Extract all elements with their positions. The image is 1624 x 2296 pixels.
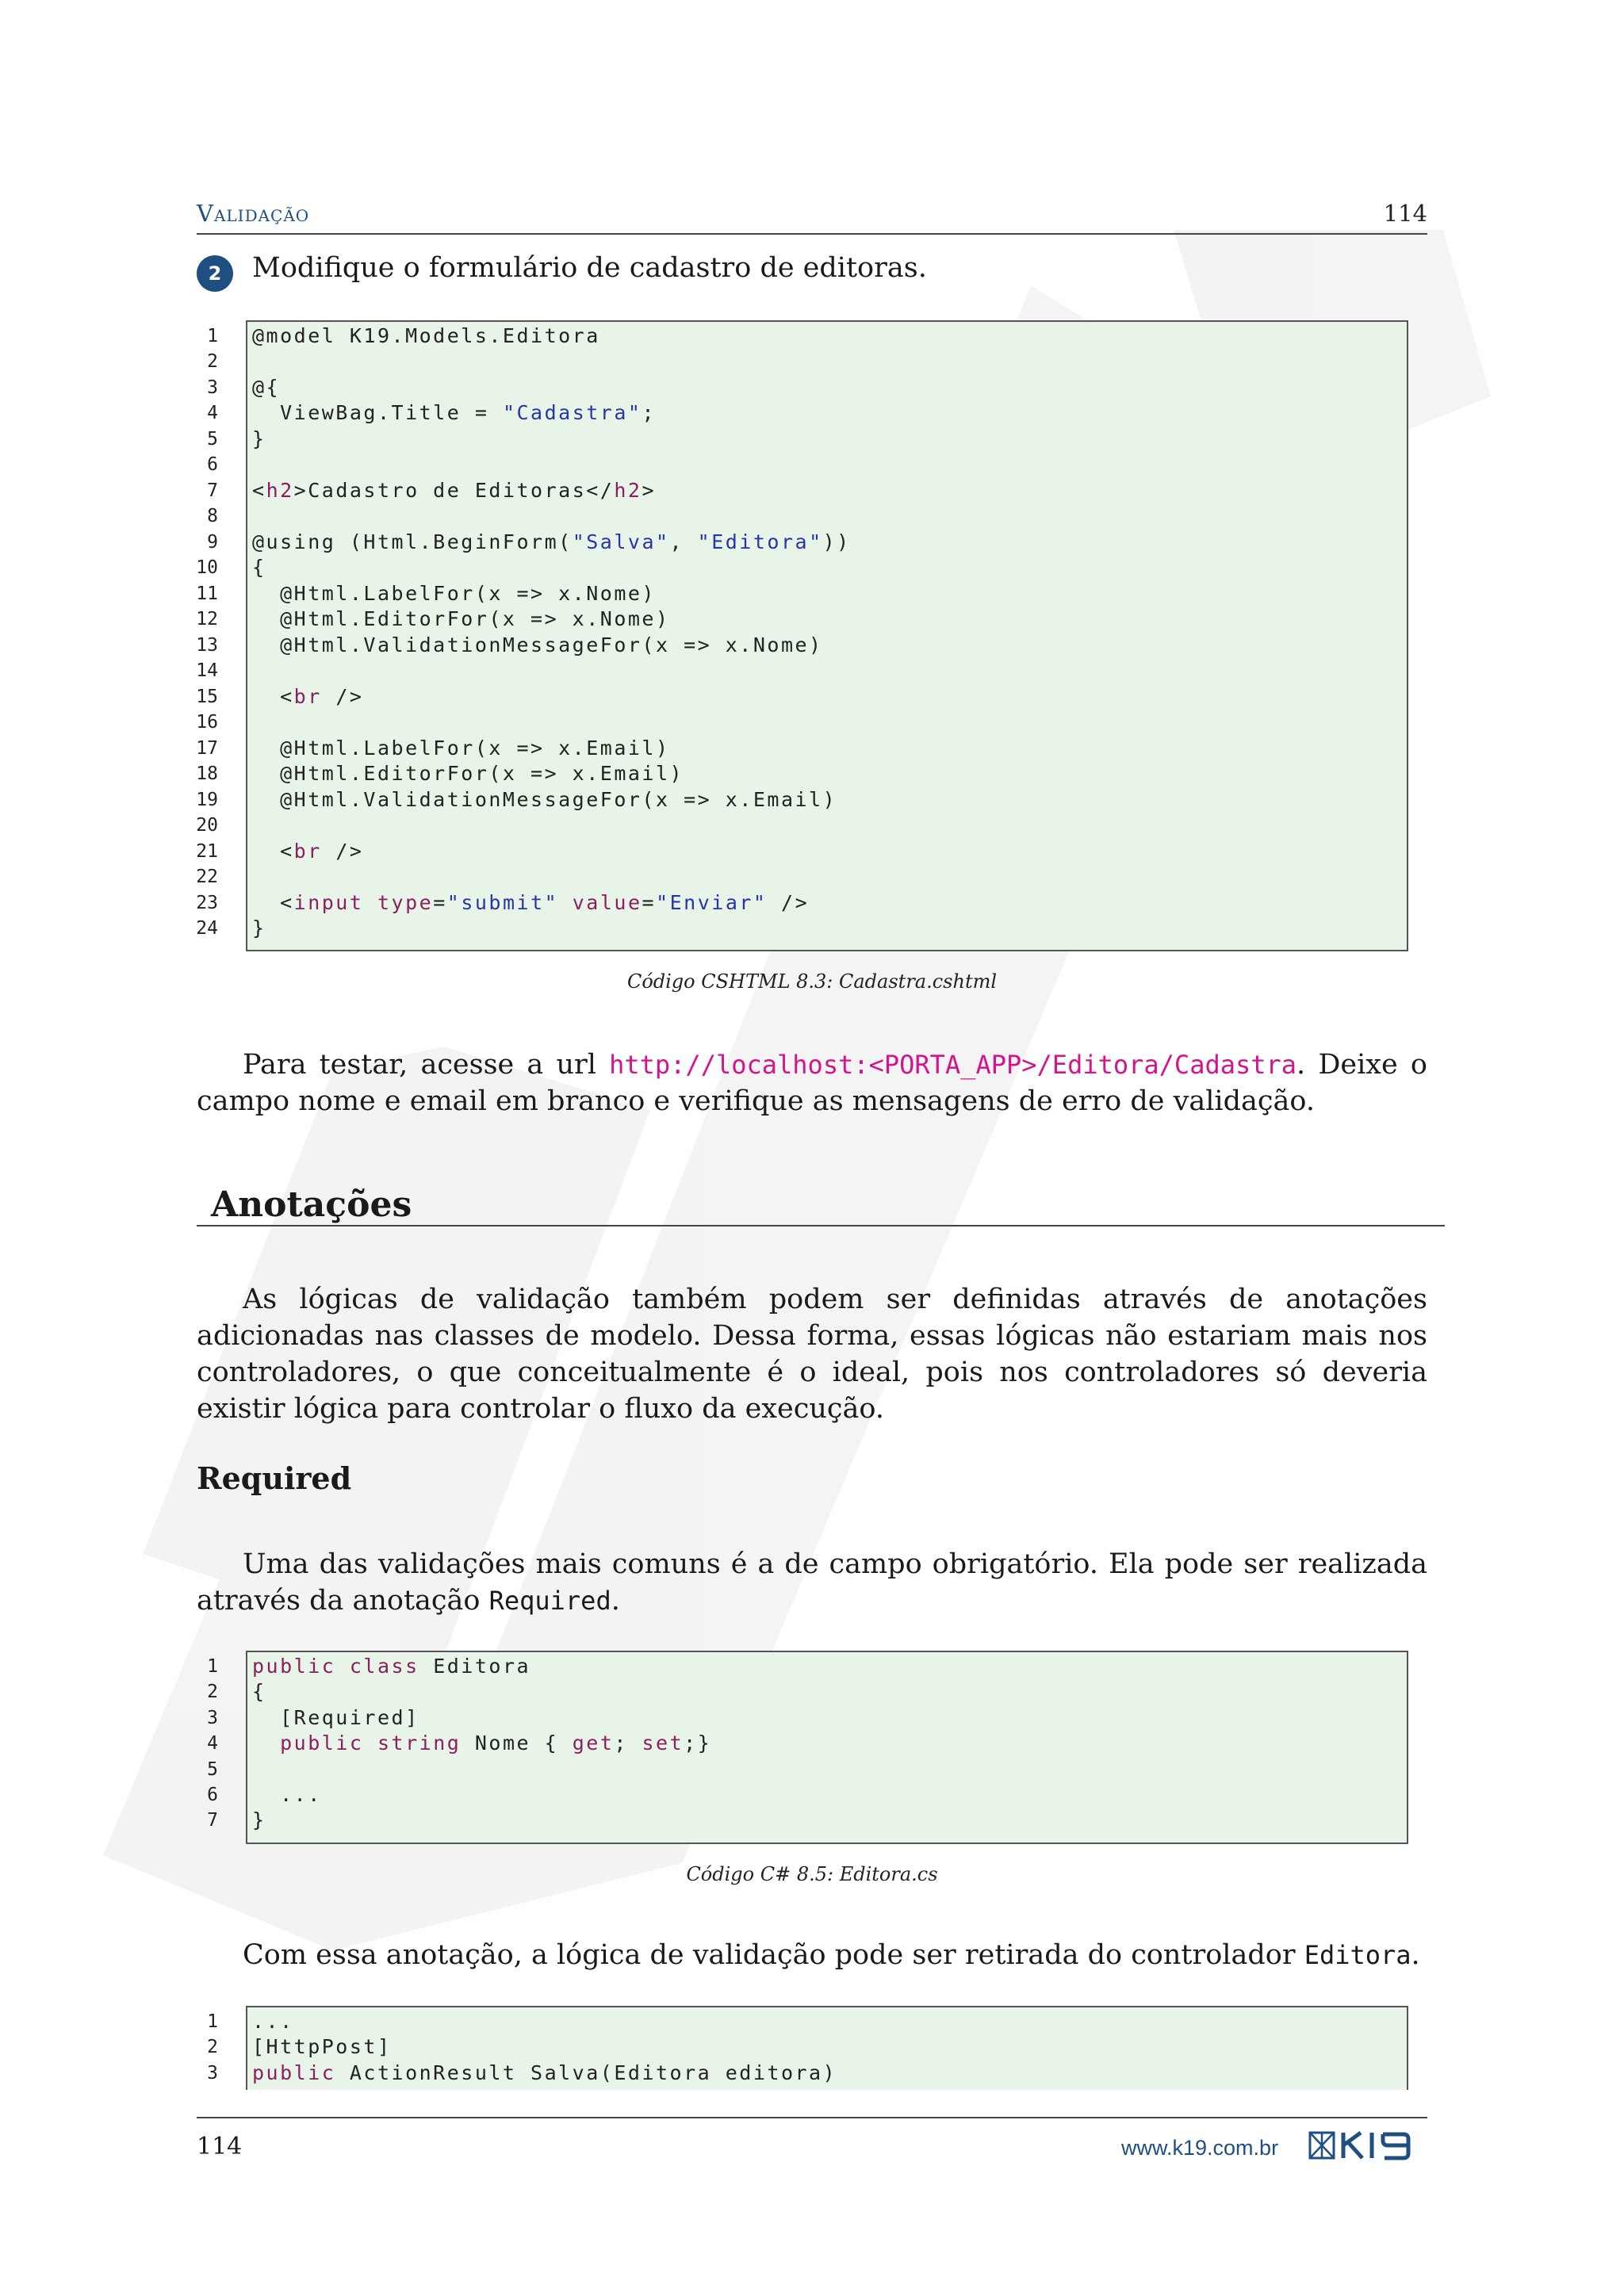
line-number: 6 bbox=[207, 454, 218, 475]
line-number: 24 bbox=[196, 918, 218, 939]
code-line: @{ bbox=[252, 376, 281, 399]
step-text: Modifique o formulário de cadastro de editoras. bbox=[252, 252, 927, 284]
code-line: @Html.EditorFor(x => x.Nome) bbox=[252, 607, 670, 630]
paragraph-controller bbox=[197, 1937, 1427, 1973]
code-line: [Required] bbox=[252, 1706, 419, 1729]
line-number: 20 bbox=[196, 815, 218, 836]
line-number: 7 bbox=[207, 1810, 218, 1831]
paragraph-text: . bbox=[1411, 1939, 1420, 1971]
line-number: 7 bbox=[207, 480, 218, 501]
line-number: 6 bbox=[207, 1785, 218, 1805]
inline-code: Required bbox=[488, 1586, 611, 1616]
footer-rule bbox=[197, 2117, 1427, 2118]
k19-logo bbox=[1308, 2130, 1429, 2161]
subsection-title: Required bbox=[197, 1460, 352, 1496]
code-line: <h2>Cadastro de Editoras</h2> bbox=[252, 479, 657, 502]
code-line: public ActionResult Salva(Editora editora) bbox=[252, 2061, 837, 2084]
code-line: } bbox=[252, 1808, 266, 1831]
line-number: 17 bbox=[196, 738, 218, 759]
code-line: <br /> bbox=[252, 685, 364, 708]
code-line: } bbox=[252, 916, 266, 939]
line-number: 3 bbox=[207, 2063, 218, 2084]
paragraph-text: Para testar, acesse a url bbox=[243, 1049, 610, 1081]
line-number: 4 bbox=[207, 1733, 218, 1754]
code-line: @model K19.Models.Editora bbox=[252, 324, 600, 347]
line-number: 1 bbox=[207, 326, 218, 346]
code-line: @Html.LabelFor(x => x.Email) bbox=[252, 737, 670, 760]
code-line: public string Nome { get; set;} bbox=[280, 1732, 712, 1755]
code-line: { bbox=[252, 556, 266, 579]
code-line: <input type="submit" value="Enviar" /> bbox=[252, 891, 810, 914]
code-line: @using (Html.BeginForm("Salva", "Editora")) bbox=[252, 530, 851, 553]
paragraph-text: Com essa anotação, a lógica de validação pode ser retirada do controlador bbox=[243, 1939, 1304, 1971]
code-caption-csharp: Código C# 8.5: Editora.cs bbox=[686, 1863, 938, 1885]
running-head-page: 114 bbox=[1383, 200, 1427, 227]
code-line: ViewBag.Title = "Cadastra"; bbox=[252, 401, 657, 424]
line-number: 1 bbox=[207, 1656, 218, 1677]
code-line: ... bbox=[252, 1783, 322, 1806]
line-number: 21 bbox=[196, 841, 218, 862]
header-rule bbox=[197, 233, 1427, 235]
line-number: 1 bbox=[207, 2011, 218, 2032]
step-number-badge: 2 bbox=[197, 255, 233, 292]
line-number: 4 bbox=[207, 403, 218, 423]
line-number: 11 bbox=[196, 584, 218, 604]
code-line: ... bbox=[252, 2010, 294, 2033]
line-number: 2 bbox=[207, 1682, 218, 1702]
code-line: @Html.EditorFor(x => x.Email) bbox=[252, 762, 684, 785]
paragraph-text: Uma das validações mais comuns é a de campo obrigatório. Ela pode ser realizada através da anotação bbox=[197, 1548, 1427, 1617]
paragraph-text: . Deixe o campo nome e email em branco e verifique as mensagens de erro de validação. bbox=[197, 1049, 1427, 1117]
code-line: @Html.LabelFor(x => x.Nome) bbox=[252, 582, 656, 605]
line-number: 16 bbox=[196, 712, 218, 733]
footer-page-number: 114 bbox=[197, 2133, 243, 2160]
line-number: 8 bbox=[207, 506, 218, 526]
line-number: 12 bbox=[196, 609, 218, 629]
line-number: 2 bbox=[207, 2037, 218, 2057]
line-number: 9 bbox=[207, 532, 218, 553]
section-paragraph: As lógicas de validação também podem ser definidas através de anotações adicionadas nas classes de modelo. Dessa forma, essas lógicas não estariam mais nos controladores, o que conceitualmente é o ideal, pois nos controladores só deveria existir lógica para controlar o fluxo da execução. bbox=[197, 1284, 1427, 1425]
paragraph-text: . bbox=[611, 1585, 620, 1617]
inline-code: Editora bbox=[1304, 1940, 1411, 1970]
line-number: 2 bbox=[207, 351, 218, 372]
code-line: [HttpPost] bbox=[252, 2035, 392, 2058]
line-number: 5 bbox=[207, 1759, 218, 1780]
line-number: 19 bbox=[196, 790, 218, 810]
code-line: @Html.ValidationMessageFor(x => x.Email) bbox=[252, 788, 837, 811]
section-title: Anotações bbox=[211, 1184, 412, 1225]
subsection-paragraph bbox=[197, 1546, 1427, 1619]
code-line: { bbox=[252, 1680, 266, 1703]
line-number: 3 bbox=[207, 377, 218, 398]
line-number: 23 bbox=[196, 893, 218, 913]
paragraph-test-instructions bbox=[197, 1047, 1427, 1119]
line-number: 13 bbox=[196, 635, 218, 656]
line-number: 18 bbox=[196, 763, 218, 784]
line-number: 22 bbox=[196, 867, 218, 887]
code-line: @Html.ValidationMessageFor(x => x.Nome) bbox=[252, 633, 823, 656]
line-number: 3 bbox=[207, 1708, 218, 1728]
footer-site-link[interactable]: www.k19.com.br bbox=[1121, 2136, 1279, 2160]
line-number: 10 bbox=[196, 557, 218, 578]
test-url: http://localhost:<PORTA_APP>/Editora/Cadastra bbox=[609, 1050, 1297, 1080]
section-rule bbox=[197, 1225, 1445, 1226]
line-number: 5 bbox=[207, 429, 218, 450]
code-caption-cshtml: Código CSHTML 8.3: Cadastra.cshtml bbox=[626, 970, 998, 993]
line-number: 14 bbox=[196, 660, 218, 681]
code-line: } bbox=[252, 427, 266, 450]
running-head-chapter: Validação bbox=[197, 200, 310, 227]
code-line: <br /> bbox=[252, 840, 364, 863]
line-number: 15 bbox=[196, 687, 218, 707]
code-line: public class Editora bbox=[252, 1655, 531, 1678]
